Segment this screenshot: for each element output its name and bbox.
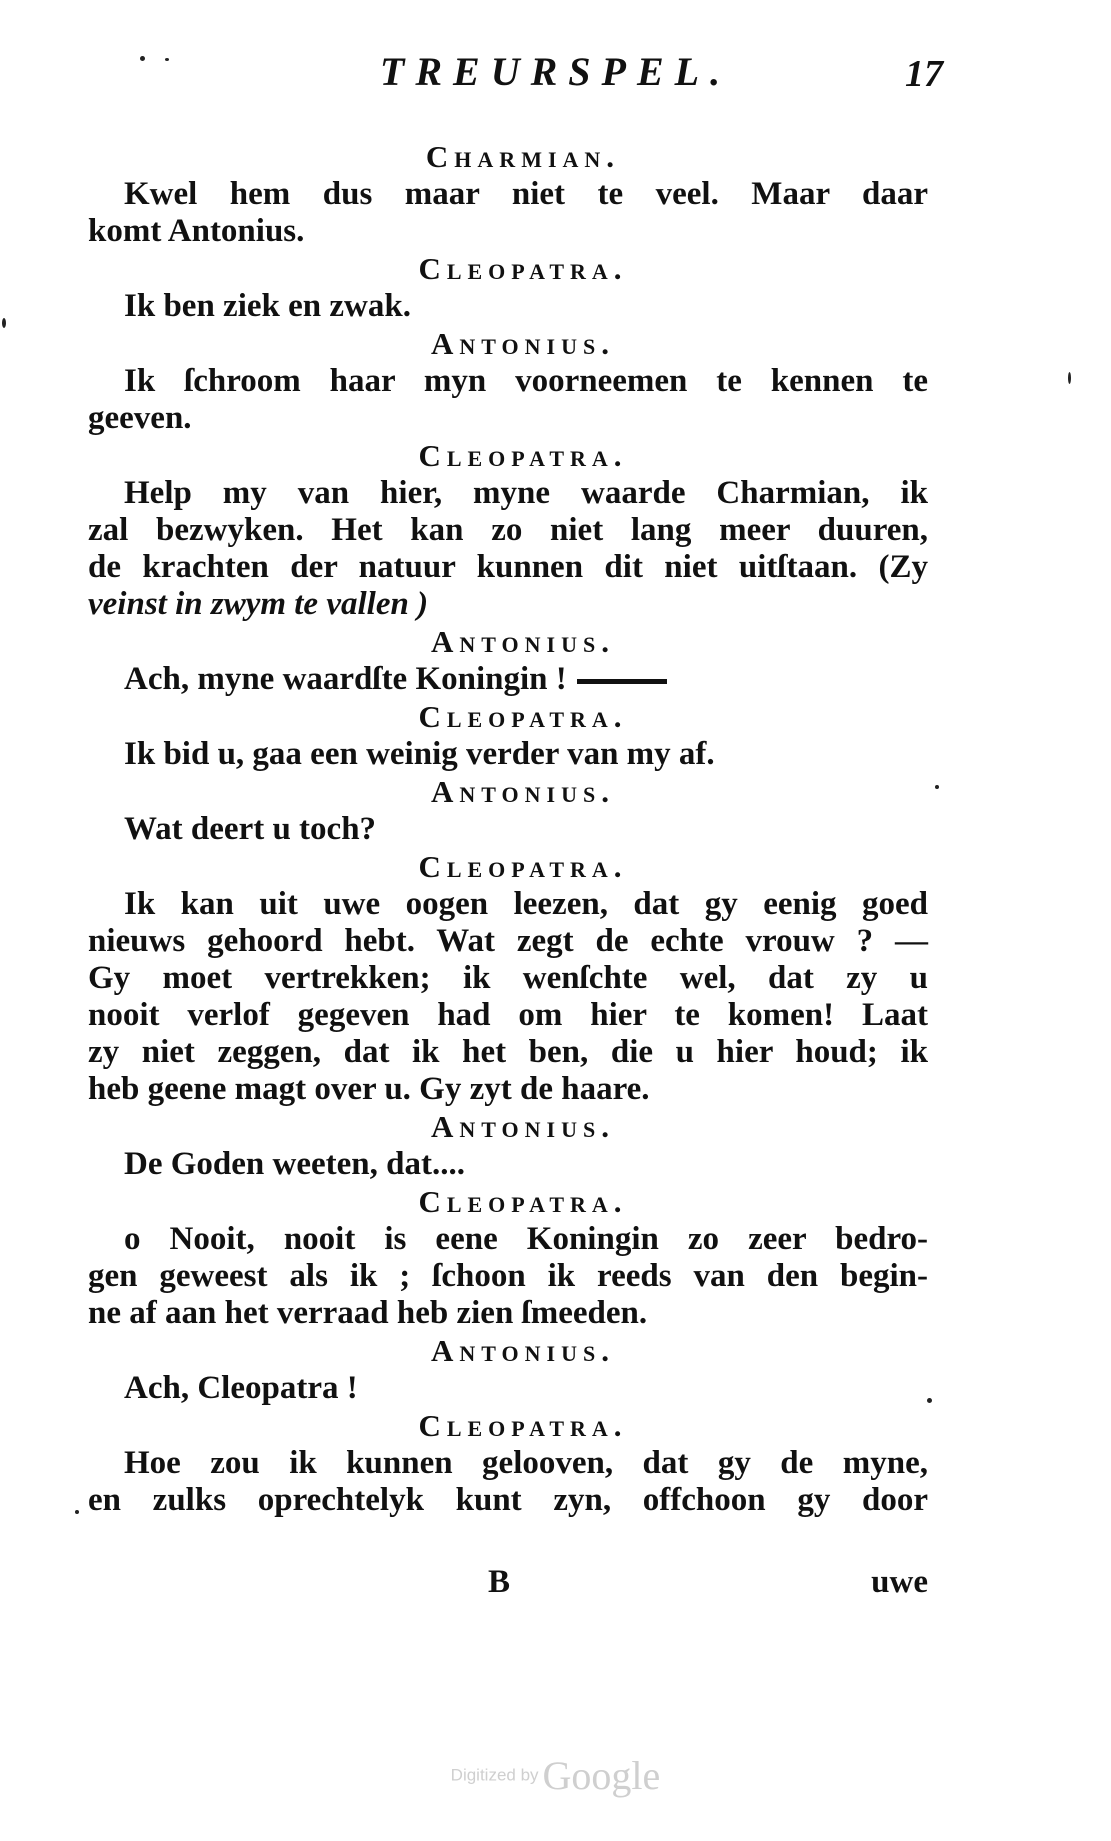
speech-line: heb geene magt over u. Gy zyt de haare. [88, 1071, 650, 1107]
running-title: TREURSPEL. [379, 49, 732, 94]
scan-speck [935, 785, 939, 789]
signature-mark: B [488, 1564, 511, 1600]
speech [88, 1370, 928, 1407]
scan-speck [140, 56, 145, 61]
scan-speck [75, 1510, 79, 1514]
speaker-heading: Cleopatra. [418, 251, 628, 286]
speech [88, 886, 928, 1108]
stage-direction: veinst in zwym te vallen ) [88, 586, 429, 622]
speech-line: zy niet zeggen, dat ik het ben, die u hier houd; ik [88, 1034, 928, 1070]
speaker-heading: Charmian. [425, 139, 621, 174]
speaker-heading: Cleopatra. [418, 699, 628, 734]
speech [88, 811, 928, 848]
speech-line: ne af aan het verraad heb zien ſmeeden. [88, 1295, 648, 1331]
speech-line: nieuws gehoord hebt. Wat zegt de echte vrouw ? — [88, 923, 928, 959]
speech-line-text: Ach, myne waardſte Koningin ! [124, 661, 567, 697]
speech-line: Ik ſchroom haar myn voorneemen te kennen te [124, 363, 928, 399]
speech [88, 363, 928, 437]
speech-line: Ik ben ziek en zwak. [124, 288, 411, 324]
play-text [88, 138, 928, 1519]
speech-line: Kwel hem dus maar niet te veel. Maar daar [124, 176, 928, 212]
speech-line: en zulks oprechtelyk kunt zyn, offchoon gy door [88, 1482, 928, 1518]
speech [88, 1445, 928, 1519]
speaker-heading: Antonius. [431, 326, 615, 361]
speech [88, 661, 928, 698]
speaker-heading: Cleopatra. [418, 849, 628, 884]
scan-speck [2, 318, 6, 328]
speaker-heading: Antonius. [431, 774, 615, 809]
speech [88, 1221, 928, 1332]
speech-line: komt Antonius. [88, 213, 305, 249]
em-dash-rule [577, 679, 667, 684]
speech-line: o Nooit, nooit is eene Koningin zo zeer bedro- [124, 1221, 928, 1257]
scan-speck [1068, 372, 1071, 384]
speech [88, 475, 928, 623]
speech-line: zal bezwyken. Het kan zo niet lang meer duuren, [88, 512, 928, 548]
speech [88, 736, 928, 773]
speaker-heading: Antonius. [431, 1109, 615, 1144]
speaker-heading: Cleopatra. [418, 1184, 628, 1219]
watermark-prefix: Digitized by [450, 1765, 539, 1785]
speech-line: geeven. [88, 400, 192, 436]
watermark-brand: Google [542, 1753, 661, 1798]
speaker-heading: Antonius. [431, 1333, 615, 1368]
speech-line: Gy moet vertrekken; ik wenſchte wel, dat zy u [88, 960, 928, 996]
speech-line: Wat deert u toch? [124, 811, 377, 847]
digitized-watermark [0, 1752, 1111, 1799]
speech-line: nooit verlof gegeven had om hier te komen! Laat [88, 997, 928, 1033]
speech-line: Ik bid u, gaa een weinig verder van my af. [124, 736, 715, 772]
scan-speck [165, 58, 169, 61]
speech-line: Ach, Cleopatra ! [124, 1370, 358, 1406]
speech-line: De Goden weeten, dat.... [124, 1146, 465, 1182]
speaker-heading: Cleopatra. [418, 1408, 628, 1443]
speaker-heading: Antonius. [431, 624, 615, 659]
speech-line [88, 661, 928, 698]
speech-line: Help my van hier, myne waarde Charmian, ik [124, 475, 928, 511]
speech-line: Hoe zou ik kunnen gelooven, dat gy de myne, [124, 1445, 928, 1481]
speech-line: Ik kan uit uwe oogen leezen, dat gy eenig goed [124, 886, 928, 922]
speech-line: de krachten der natuur kunnen dit niet uitſtaan. (Zy [88, 549, 928, 585]
speech [88, 176, 928, 250]
speaker-heading: Cleopatra. [418, 438, 628, 473]
scan-speck [927, 1398, 932, 1403]
speech [88, 288, 928, 325]
page-number: 17 [905, 53, 943, 95]
speech-line: gen geweest als ik ; ſchoon ik reeds van den begin- [88, 1258, 928, 1294]
speech [88, 1146, 928, 1183]
catchword: uwe [871, 1564, 928, 1600]
